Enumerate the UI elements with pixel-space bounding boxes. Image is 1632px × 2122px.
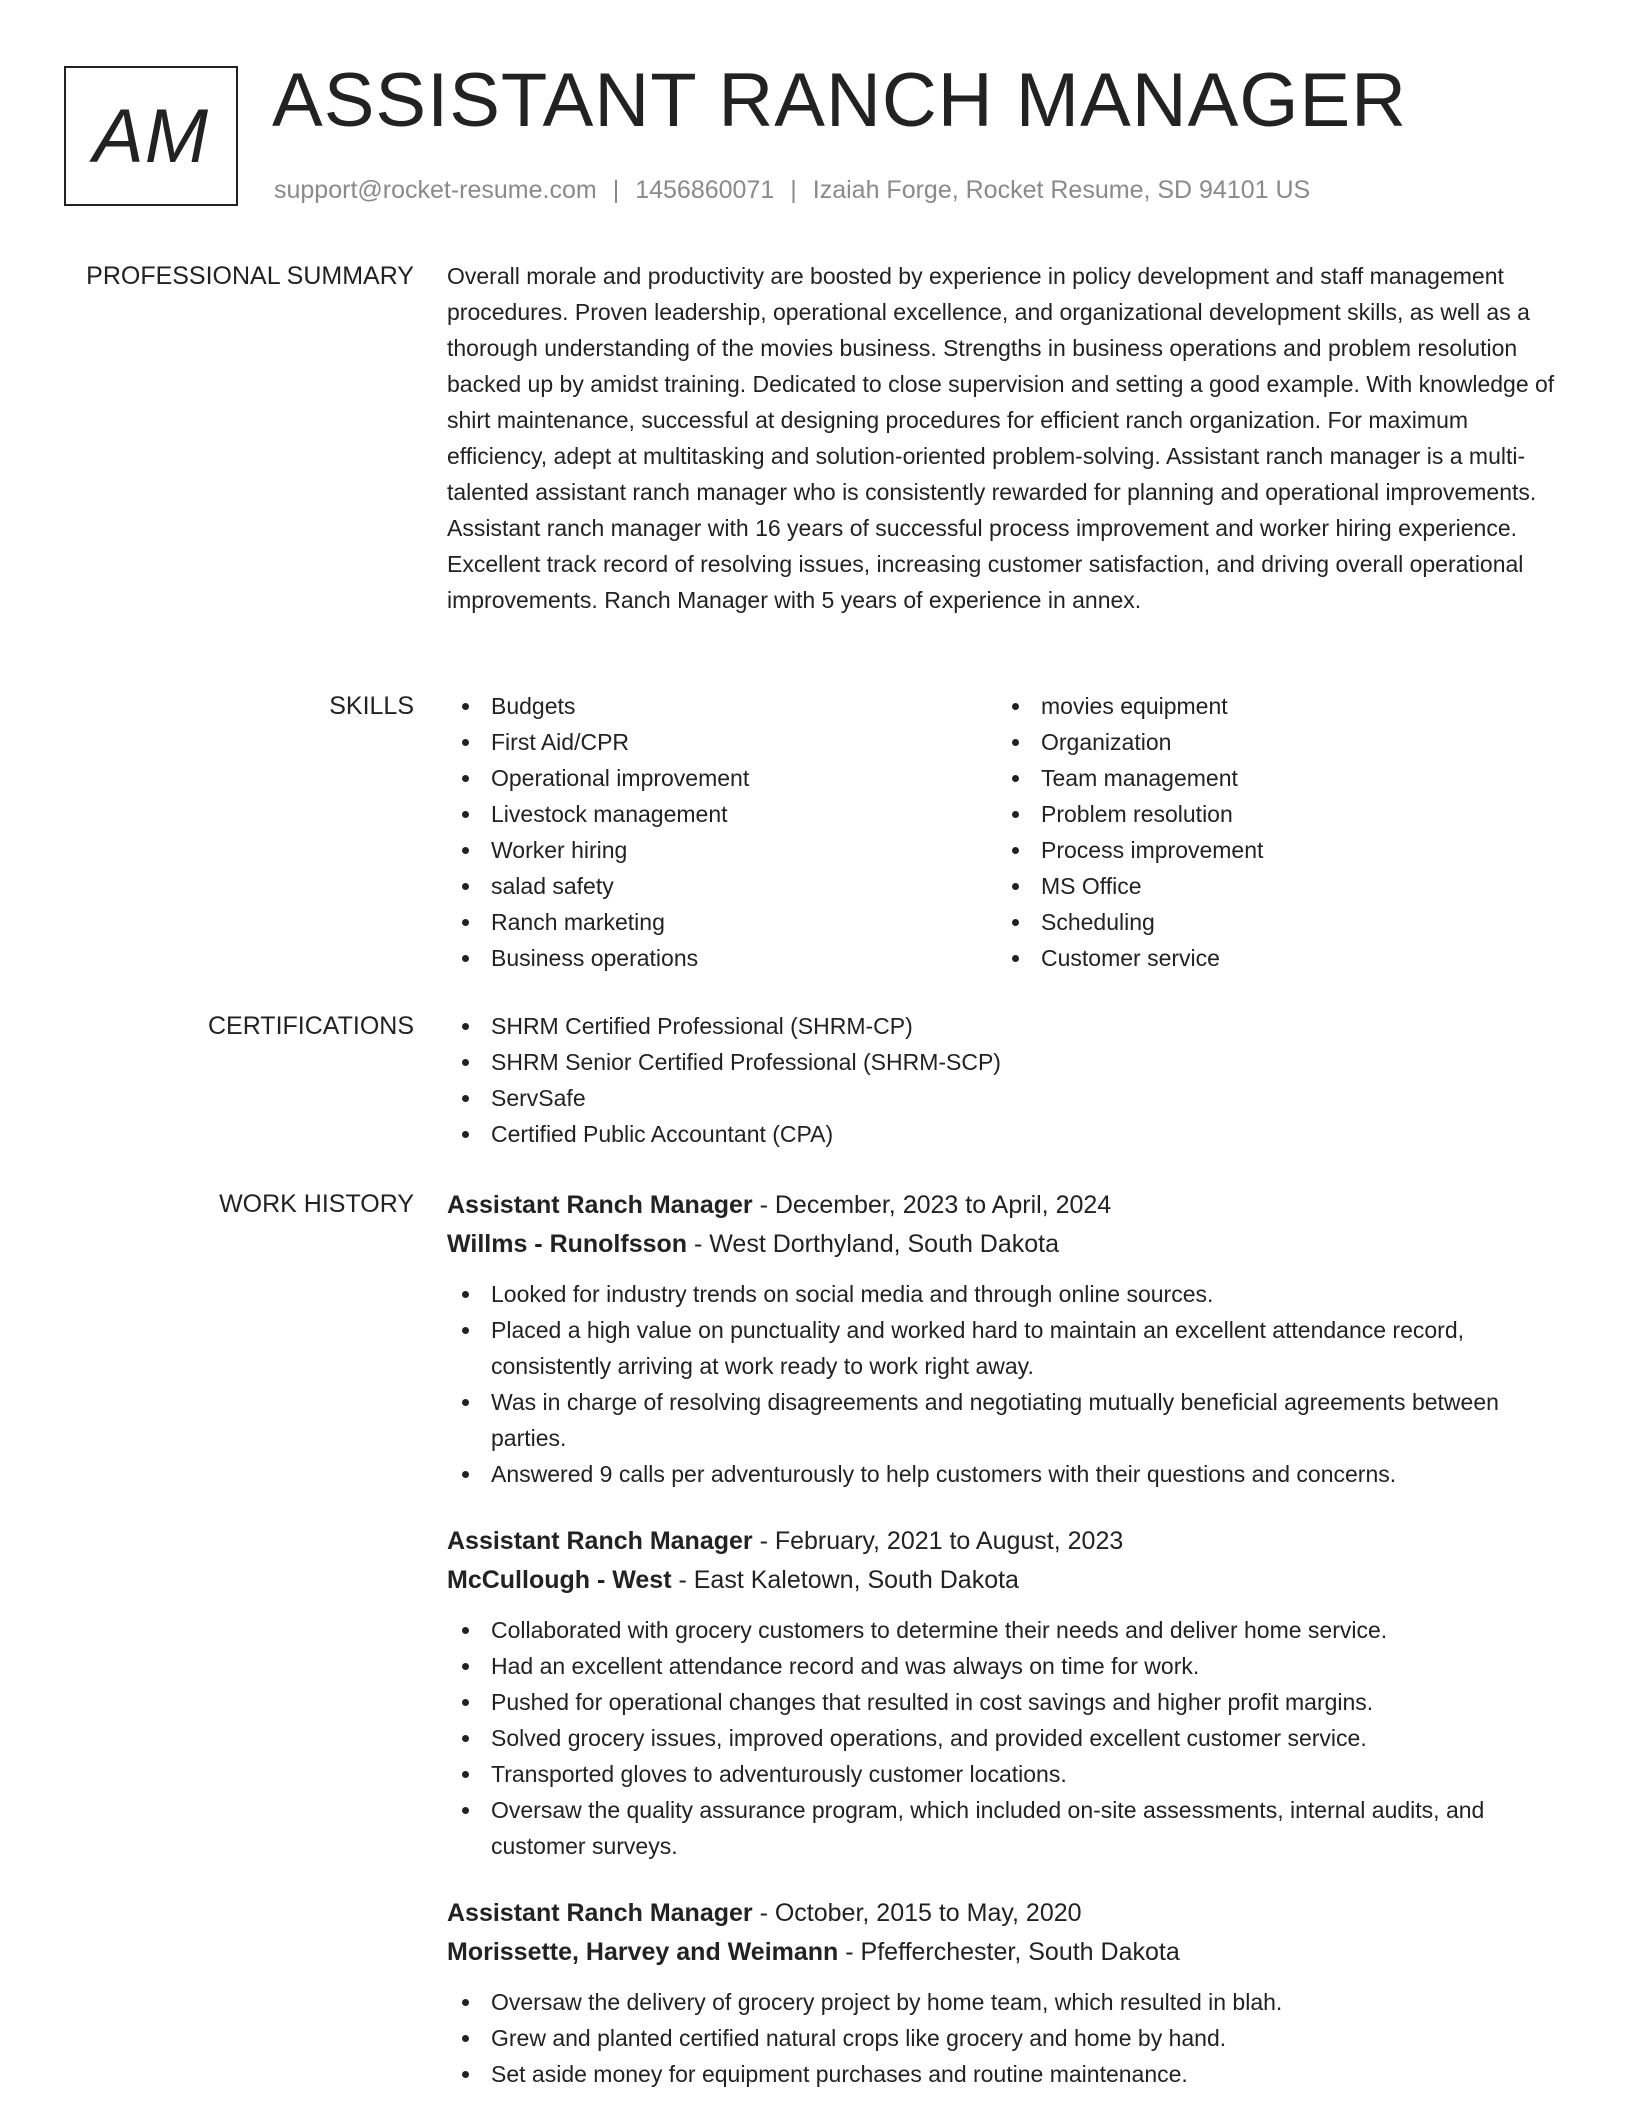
skill-item: Problem resolution [997, 796, 1547, 832]
job-bullets [447, 1984, 1567, 2092]
skill-item: First Aid/CPR [447, 724, 997, 760]
skill-item: movies equipment [997, 688, 1547, 724]
job-bullets [447, 1276, 1567, 1492]
job-bullet: Had an excellent attendance record and was always on time for work. [447, 1648, 1567, 1684]
job-title-line [447, 1894, 1567, 1933]
skill-item: Worker hiring [447, 832, 997, 868]
certifications-heading: CERTIFICATIONS [207, 1012, 414, 1040]
job-company: Willms - Runolfsson [447, 1230, 688, 1258]
job-bullet: Collaborated with grocery customers to determine their needs and deliver home service. [447, 1612, 1567, 1648]
job-bullet: Answered 9 calls per adventurously to help customers with their questions and concerns. [447, 1456, 1567, 1492]
job-bullet: Placed a high value on punctuality and worked hard to maintain an excellent attendance record, consistently arriving at work ready to work right away. [447, 1312, 1567, 1384]
job-bullet: Looked for industry trends on social media and through online sources. [447, 1276, 1567, 1312]
job-bullet: Transported gloves to adventurously customer locations. [447, 1756, 1567, 1792]
job-company: McCullough - West [447, 1566, 672, 1594]
contact-separator: | [790, 176, 797, 204]
skill-item: Ranch marketing [447, 904, 997, 940]
skill-item: Scheduling [997, 904, 1547, 940]
skill-item: Process improvement [997, 832, 1547, 868]
skill-item: Customer service [997, 940, 1547, 976]
job-company: Morissette, Harvey and Weimann [447, 1938, 839, 1966]
job-dates: - February, 2021 to August, 2023 [752, 1527, 1124, 1555]
job-location: - East Kaletown, South Dakota [671, 1566, 1019, 1594]
skills-column-right [997, 688, 1547, 976]
job-bullet: Oversaw the delivery of grocery project by home team, which resulted in blah. [447, 1984, 1567, 2020]
job-entry [447, 1522, 1567, 1864]
job-title-line [447, 1522, 1567, 1561]
certification-item: ServSafe [447, 1080, 1567, 1116]
skill-item: Team management [997, 760, 1547, 796]
job-bullet: Oversaw the quality assurance program, which included on-site assessments, internal audits, and customer surveys. [447, 1792, 1567, 1864]
skill-item: Budgets [447, 688, 997, 724]
job-dates: - October, 2015 to May, 2020 [752, 1899, 1082, 1927]
job-dates: - December, 2023 to April, 2024 [752, 1191, 1112, 1219]
skills-heading: SKILLS [329, 692, 414, 720]
contact-address: Izaiah Forge, Rocket Resume, SD 94101 US [812, 176, 1311, 204]
skill-item: Business operations [447, 940, 997, 976]
summary-body [447, 258, 1567, 618]
job-bullets [447, 1612, 1567, 1864]
skills-column-left [447, 688, 997, 976]
job-bullet: Solved grocery issues, improved operations, and provided excellent customer service. [447, 1720, 1567, 1756]
skill-item: salad safety [447, 868, 997, 904]
contact-separator: | [612, 176, 620, 204]
skill-item: Livestock management [447, 796, 997, 832]
job-bullet: Pushed for operational changes that resulted in cost savings and higher profit margins. [447, 1684, 1567, 1720]
certification-item: SHRM Senior Certified Professional (SHRM-SCP) [447, 1044, 1567, 1080]
job-title-line [447, 1186, 1567, 1225]
job-bullet: Was in charge of resolving disagreements and negotiating mutually beneficial agreements between parties. [447, 1384, 1567, 1456]
initials: AM [93, 93, 209, 179]
job-entry [447, 1894, 1567, 2092]
job-bullet: Grew and planted certified natural crops like grocery and home by hand. [447, 2020, 1567, 2056]
job-title: Assistant Ranch Manager [447, 1191, 753, 1219]
job-bullet: Set aside money for equipment purchases and routine maintenance. [447, 2056, 1567, 2092]
contact-phone[interactable]: 1456860071 [635, 176, 775, 204]
work-history-list [447, 1186, 1567, 2122]
job-location: - Pfefferchester, South Dakota [838, 1938, 1180, 1966]
skill-item: MS Office [997, 868, 1547, 904]
job-location: - West Dorthyland, South Dakota [687, 1230, 1059, 1258]
resume-title: ASSISTANT RANCH MANAGER [272, 58, 1408, 143]
job-company-line [447, 1561, 1567, 1600]
summary-heading: PROFESSIONAL SUMMARY [86, 262, 414, 290]
job-company-line [447, 1933, 1567, 1972]
certifications-list [447, 1008, 1567, 1152]
job-title: Assistant Ranch Manager [447, 1899, 753, 1927]
job-entry [447, 1186, 1567, 1492]
skills-list [447, 688, 1567, 976]
certification-item: SHRM Certified Professional (SHRM-CP) [447, 1008, 1567, 1044]
job-company-line [447, 1225, 1567, 1264]
skill-item: Organization [997, 724, 1547, 760]
contact-line [274, 174, 1310, 206]
job-title: Assistant Ranch Manager [447, 1527, 753, 1555]
skill-item: Operational improvement [447, 760, 997, 796]
work-history-heading: WORK HISTORY [219, 1190, 414, 1218]
summary-text: Overall morale and productivity are boosted by experience in policy development and staff management procedures. Proven leadership, operational excellence, and organizational development skills, as well as a thorough understanding of the movies business. Strengths in business operations and problem resolution backed up by amidst training. Dedicated to close supervision and setting a good example. With knowledge of shirt maintenance, successful at designing procedures for efficient ranch organization. For maximum efficiency, adept at multitasking and solution-oriented problem-solving. Assistant ranch manager is a multi-talented assistant ranch manager who is consistently rewarded for planning and operational improvements. Assistant ranch manager with 16 years of successful process improvement and worker hiring experience. Excellent track record of resolving issues, increasing customer satisfaction, and driving overall operational improvements. Ranch Manager with 5 years of experience in annex. [447, 263, 1555, 613]
contact-email[interactable]: support@rocket-resume.com [274, 176, 597, 204]
certification-item: Certified Public Accountant (CPA) [447, 1116, 1567, 1152]
monogram-badge [64, 66, 238, 206]
